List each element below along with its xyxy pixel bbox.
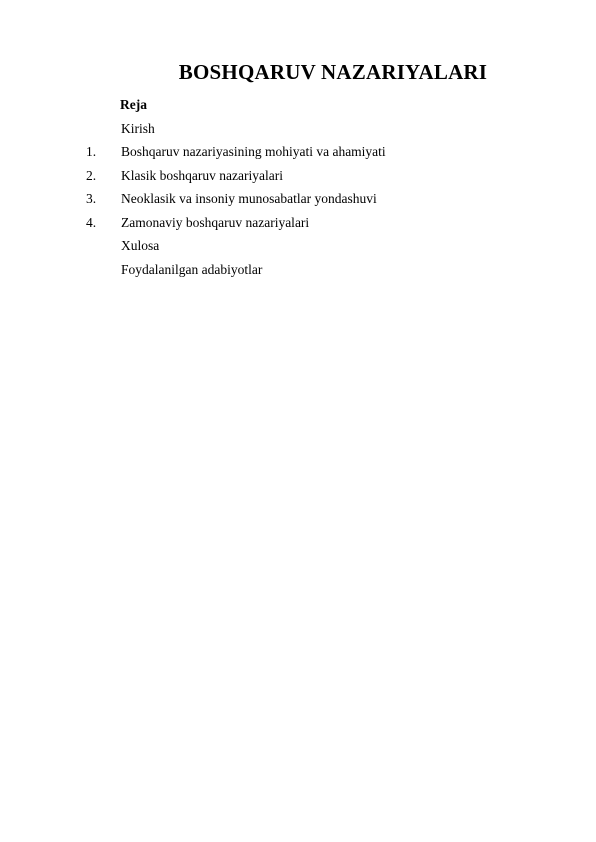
plan-item-text: Klasik boshqaruv nazariyalari: [121, 167, 283, 183]
plan-item-number: 2.: [86, 167, 97, 183]
plan-item-2: [0, 167, 596, 191]
plan-item-1: [0, 143, 596, 167]
plan-item-conclusion: [0, 237, 596, 261]
plan-item-text: Foydalanilgan adabiyotlar: [121, 262, 263, 278]
plan-item-text: Boshqaruv nazariyasining mohiyati va ahamiyati: [121, 144, 386, 160]
plan-item-text: Neoklasik va insoniy munosabatlar yondashuvi: [121, 191, 377, 207]
plan-item-number: 4.: [86, 214, 97, 230]
plan-list: [0, 120, 596, 285]
plan-item-4: [0, 214, 596, 238]
plan-item-number: 3.: [86, 191, 97, 207]
plan-item-number: 1.: [86, 144, 97, 160]
plan-item-text: Xulosa: [121, 238, 160, 254]
plan-item-text: Zamonaviy boshqaruv nazariyalari: [121, 214, 310, 230]
plan-item-text: Kirish: [121, 120, 155, 136]
document-title: BOSHQARUV NAZARIYALARI: [178, 60, 488, 84]
plan-item-references: [0, 261, 596, 285]
plan-heading: Reja: [120, 97, 147, 112]
plan-item-introduction: [0, 120, 596, 144]
plan-item-3: [0, 190, 596, 214]
